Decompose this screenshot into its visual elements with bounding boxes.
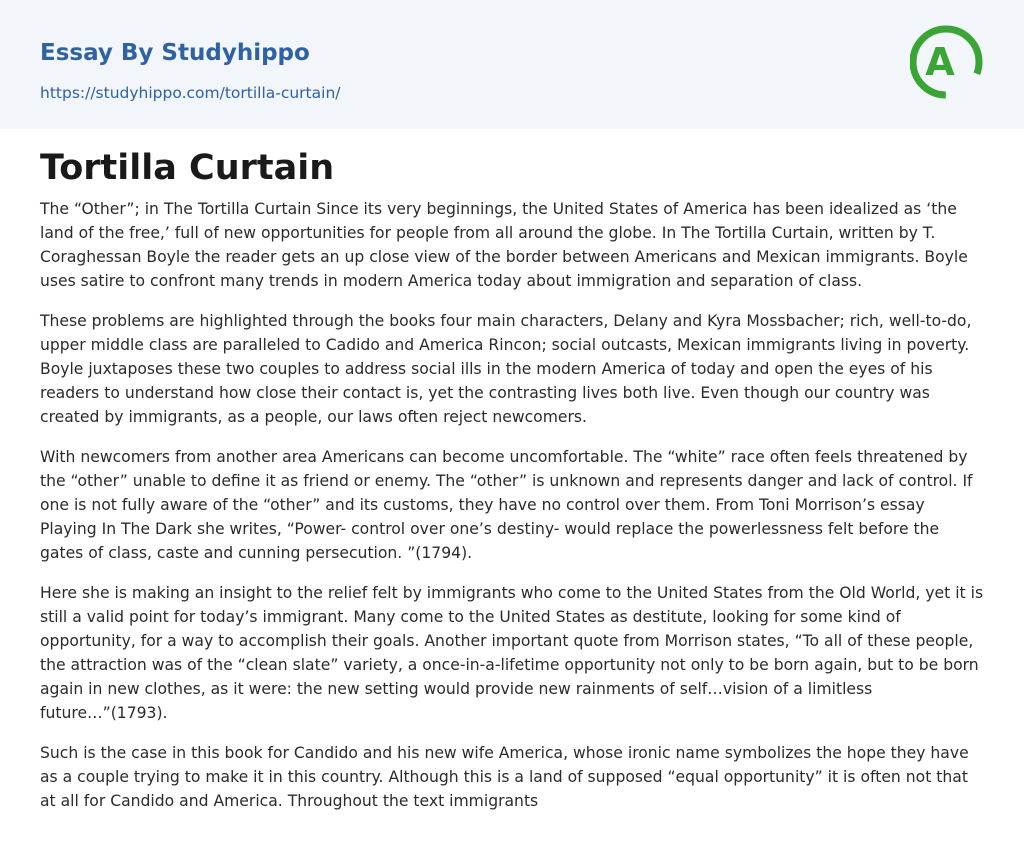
studyhippo-logo-icon[interactable] [910,18,988,106]
essay-paragraph-5: Such is the case in this book for Candido and his new wife America, whose ironic name symbolizes the hope they have as a couple trying to make it in this country. Although this is a land of supposed “equal opportunity” it is often not that at all for Candido and America. Throughout the text immigrants [40,744,969,810]
essay-content [40,146,986,829]
site-header [0,0,1024,129]
essay-title: Tortilla Curtain [40,148,335,188]
brand-title[interactable]: Essay By Studyhippo [40,40,310,66]
essay-paragraph-2: These problems are highlighted through the books four main characters, Delany and Kyra Mossbacher; rich, well-to-do, upper middle class are paralleled to Cadido and America Rincon; social outcasts, Mexican immigrants living in poverty. Boyle juxtaposes these two couples to address social ills in the modern America of today and open the eyes of his readers to understand how close their contact is, yet the contrasting lives both live. Even though our country was created by immigrants, as a people, our laws often reject newcomers. [40,312,972,426]
essay-paragraph-3: With newcomers from another area Americans can become uncomfortable. The “white” race often feels threatened by the “other” unable to define it as friend or enemy. The “other” is unknown and represents danger and lack of control. If one is not fully aware of the “other” and its customs, they have no control over them. From Toni Morrison’s essay Playing In The Dark she writes, “Power- control over one’s destiny- would replace the powerlessness felt before the gates of class, caste and cunning persecution. ”(1794). [40,448,973,562]
essay-paragraph-4: Here she is making an insight to the relief felt by immigrants who come to the United States from the Old World, yet it is still a valid point for today’s immigrant. Many come to the United States as destitute, looking for some kind of opportunity, for a way to accomplish their goals. Another important quote from Morrison states, “To all of these people, the attraction was of the “clean slate” variety, a once-in-a-lifetime opportunity not only to be born again, but to be born again in new clothes, as it were: the new setting would provide new rainments of self…vision of a limitless future…”(1793). [40,584,984,722]
essay-paragraph-1: The “Other”; in The Tortilla Curtain Since its very beginnings, the United States of America has been idealized as ‘the land of the free,’ full of new opportunities for people from all around the globe. In The Tortilla Curtain, written by T. Coraghessan Boyle the reader gets an up close view of the border between Americans and Mexican immigrants. Boyle uses satire to confront many trends in modern America today about immigration and separation of class. [40,200,968,290]
essay-url-link[interactable]: https://studyhippo.com/tortilla-curtain/ [40,84,341,102]
logo-letter: A [925,40,955,84]
